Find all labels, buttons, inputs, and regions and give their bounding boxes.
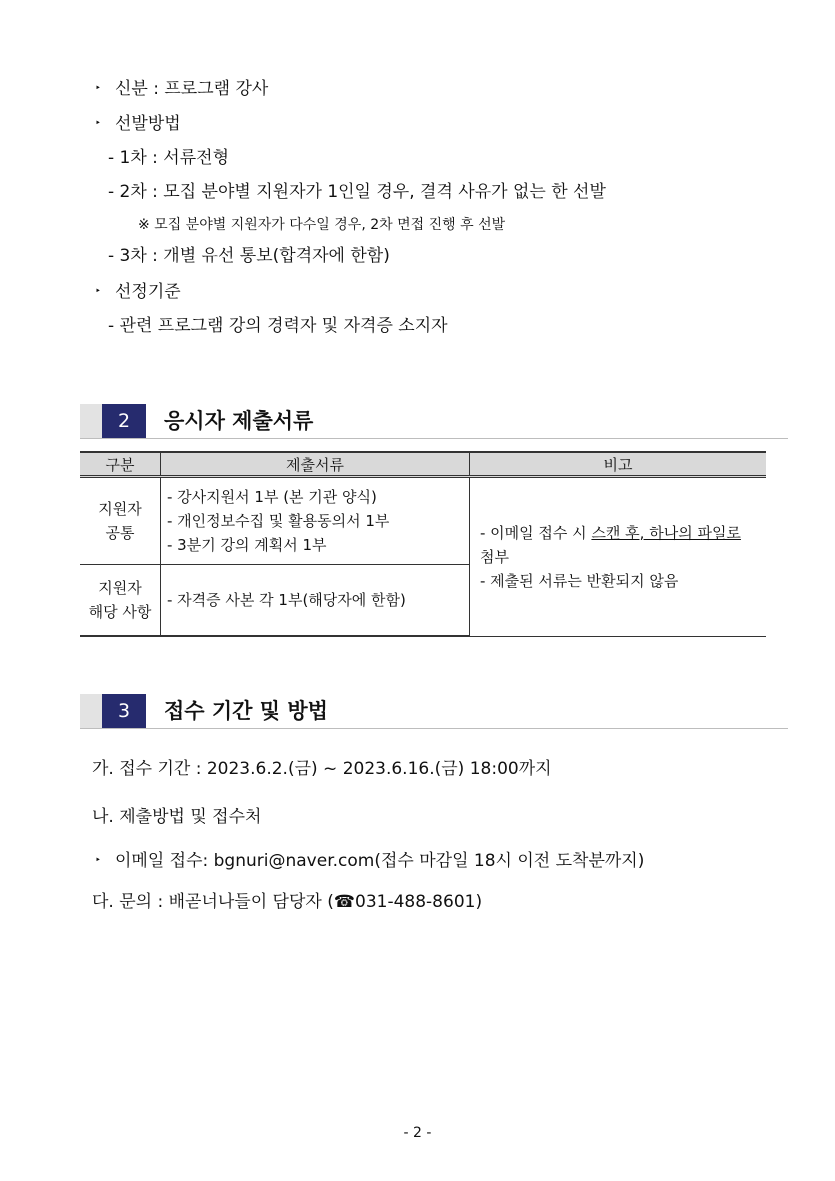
section-number: 3 bbox=[102, 694, 146, 728]
header-documents: 제출서류 bbox=[161, 452, 470, 477]
period-line: 가. 접수 기간 : 2023.6.2.(금) ~ 2023.6.16.(금) 18:00까지 bbox=[92, 759, 552, 779]
section-number-shade bbox=[80, 404, 102, 438]
bullet: ‣ bbox=[95, 855, 101, 866]
bullet: ‣ bbox=[95, 118, 101, 129]
header-remarks: 비고 bbox=[470, 452, 767, 477]
documents-table bbox=[80, 451, 766, 637]
method-heading: 나. 제출방법 및 접수처 bbox=[92, 807, 262, 827]
documents-cell: - 강사지원서 1부 (본 기관 양식) - 개인정보수집 및 활용동의서 1부 - 3분기 강의 계획서 1부 bbox=[161, 477, 470, 565]
header-category: 구분 bbox=[80, 452, 161, 477]
table-header-row bbox=[80, 452, 766, 477]
category-cell: 지원자 공통 bbox=[80, 477, 161, 565]
stage2-note: ※ 모집 분야별 지원자가 다수일 경우, 2차 면접 진행 후 선발 bbox=[138, 217, 506, 233]
category-cell: 지원자 해당 사항 bbox=[80, 565, 161, 637]
remarks-cell: - 이메일 접수 시 스캔 후, 하나의 파일로 첨부 - 제출된 서류는 반환되지 않음 bbox=[470, 477, 767, 637]
section-title: 응시자 제출서류 bbox=[164, 409, 314, 433]
section-title: 접수 기간 및 방법 bbox=[164, 699, 328, 723]
bullet: ‣ bbox=[95, 286, 101, 297]
section-header-3 bbox=[80, 694, 788, 729]
section-number-shade bbox=[80, 694, 102, 728]
bullet: ‣ bbox=[95, 83, 101, 94]
page-number: - 2 - bbox=[403, 1125, 432, 1141]
stage3-line: - 3차 : 개별 유선 통보(합격자에 한함) bbox=[108, 246, 390, 266]
position-line: ‣ 신분 : 프로그램 강사 bbox=[95, 79, 269, 99]
inquiry-line: 다. 문의 : 배곧너나들이 담당자 (☎031-488-8601) bbox=[92, 892, 483, 912]
stage2-line: - 2차 : 모집 분야별 지원자가 1인일 경우, 결격 사유가 없는 한 선발 bbox=[108, 182, 606, 202]
section-header-2 bbox=[80, 404, 788, 439]
section-number: 2 bbox=[102, 404, 146, 438]
stage1-line: - 1차 : 서류전형 bbox=[108, 148, 229, 168]
email-line: ‣ 이메일 접수: bgnuri@naver.com(접수 마감일 18시 이전 도착분까지) bbox=[95, 851, 645, 871]
criteria-line: - 관련 프로그램 강의 경력자 및 자격증 소지자 bbox=[108, 316, 448, 336]
documents-cell: - 자격증 사본 각 1부(해당자에 한함) bbox=[161, 565, 470, 637]
table-row bbox=[80, 477, 766, 565]
criteria-heading: ‣ 선정기준 bbox=[95, 282, 181, 302]
selection-method-heading: ‣ 선발방법 bbox=[95, 114, 181, 134]
